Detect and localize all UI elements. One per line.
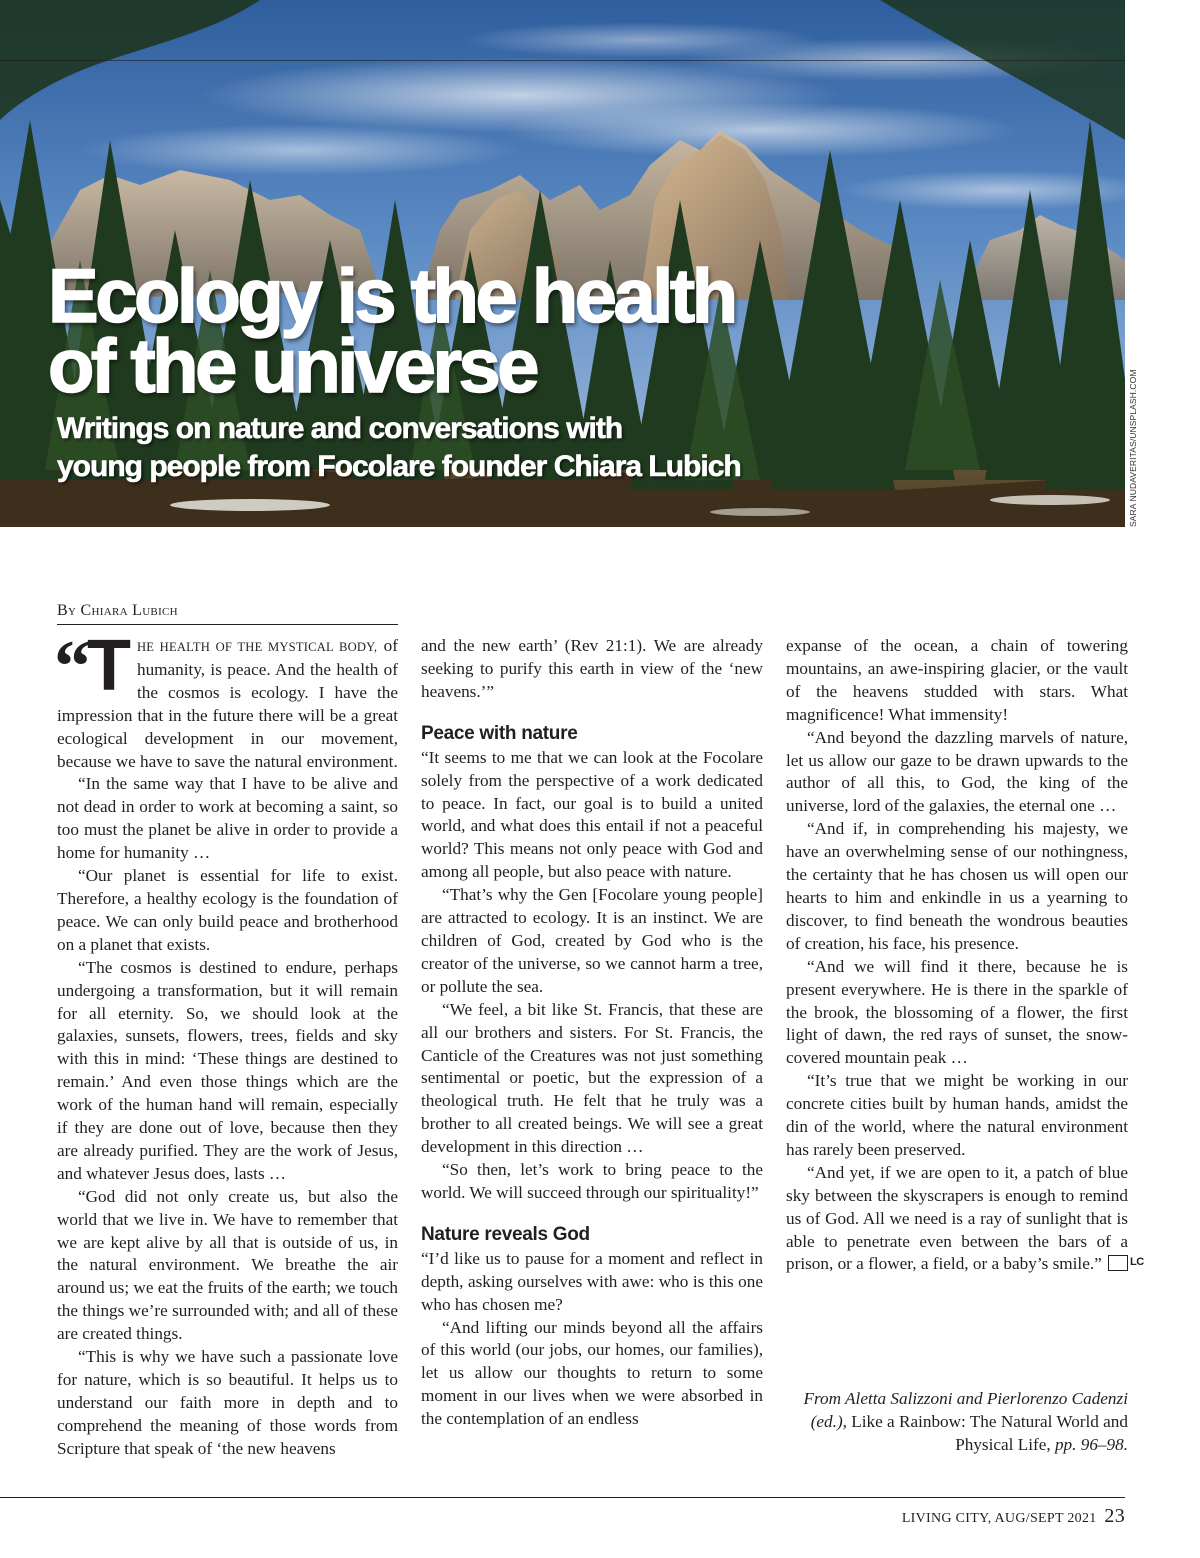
paragraph: “So then, let’s work to bring peace to the world. We will succeed through our spirituality!” (421, 1160, 763, 1202)
final-paragraph-text: “And yet, if we are open to it, a patch of blue sky between the skyscrapers is enough to remind us of God. All we need is a ray of sunlight that is able to penetrate even between the bars of a prison, or a flower, a field, or a baby’s smile.” (786, 1162, 1128, 1274)
paragraph: “It seems to me that we can look at the Focolare solely from the perspective of a work dedicated to peace. In fact, our goal is to build a united world, and what does this entail if not a peaceful world? This means not only peace with God and among all people, but also peace with nature. (421, 747, 763, 882)
source-pages: pp. 96–98. (1050, 1434, 1128, 1454)
footer-rule (0, 1497, 1125, 1498)
paragraph: “The cosmos is destined to endure, perhaps undergoing a transformation, but it will remain for all eternity. So, we should look at the galaxies, sunsets, flowers, trees, fields and sky with this in mind: ‘These things are destined to remain.’ And even those things which are the work of the human hand will remain, especially if they are done out of love, because then they are already purified. They are the work of Jesus, and whatever Jesus does, lasts … (57, 957, 398, 1183)
paragraph: “And if, in comprehending his majesty, we have an overwhelming sense of our nothingness, the certainty that he has chosen us will open our hearts to him and enkindle in us a yearning to discover, to find beneath the wondrous beauties of creation, his face, his presence. (786, 819, 1128, 953)
paragraph: “We feel, a bit like St. Francis, that these are all our brothers and sisters. For St. Francis, the Canticle of the Creatures was not just something sentimental or poetic, but the expression of a theological truth. He felt that he truly was a brother to all created beings. We will see a great development in this direction … (421, 999, 763, 1157)
paragraph-continuation: and the new earth’ (Rev 21:1). We are already seeking to purify this earth in view of the ‘new heavens.’” (421, 636, 763, 701)
byline: By Chiara Lubich (57, 602, 398, 625)
source-prefix: From Aletta Salizzoni and Pierlorenzo Cadenzi (ed.), (803, 1389, 1128, 1431)
drop-quote-mark: “ (54, 626, 91, 708)
page-footer (902, 1505, 1125, 1528)
article-title (48, 254, 735, 409)
column-2 (421, 635, 763, 1431)
subtitle-line-1: Writings on nature and conversations with (57, 412, 623, 445)
section-heading-nature: Nature reveals God (421, 1223, 590, 1245)
lead-paragraph (54, 626, 398, 773)
article-subtitle (57, 410, 741, 486)
source-citation (786, 1388, 1128, 1457)
drop-cap: T (87, 626, 131, 706)
source-book-title: Like a Rainbow: The Natural World and Physical Life, (846, 1411, 1128, 1454)
title-line-1: Ecology is the health (48, 254, 735, 339)
paragraph: “And we will find it there, because he is present everywhere. He is there in the sparkle of the brook, the blossoming of a flower, the first light of dawn, the red rays of sunset, the snow-covered mountain peak … (786, 956, 1128, 1068)
final-paragraph (786, 1162, 1144, 1277)
page-number: 23 (1104, 1505, 1125, 1527)
paragraph: “Our planet is essential for life to exist. Therefore, a healthy ecology is the foundation of peace. We can only build peace and brotherhood on a planet that exists. (57, 866, 398, 954)
column-3 (786, 635, 1144, 1276)
paragraph: “This is why we have such a passionate love for nature, which is so beautiful. It helps us to understand our faith more in depth and to comprehend the meaning of those words from Scripture that speak of ‘the new heavens (57, 1347, 398, 1458)
paragraph: “It’s true that we might be working in our concrete cities built by human hands, amidst the din of the world, where the natural environment has rarely been preserved. (786, 1071, 1128, 1159)
hero-image (0, 0, 1125, 527)
hero-top-rule (0, 60, 1125, 61)
column-1 (54, 626, 398, 1461)
drop-cap-block (54, 626, 131, 708)
photo-credit: SARA NUDAVERITAS/UNSPLASH.COM (1128, 369, 1138, 527)
title-line-2: of the universe (48, 324, 537, 409)
paragraph: “God did not only create us, but also the world that we live in. We have to remember that we are kept alive by all that is outside of us, in the natural environment. We breathe the air around us; we eat the fruits of the earth; we touch the things we’re surrounded with; and all of these are created things. (57, 1186, 398, 1344)
paragraph: “And beyond the dazzling marvels of nature, let us allow our gaze to be drawn upwards to the author of all this, to God, the king of the universe, lord of the galaxies, the eternal one … (786, 727, 1128, 816)
paragraph: “I’d like us to pause for a moment and reflect in depth, asking ourselves with awe: who is this one who has chosen me? (421, 1248, 763, 1314)
publication-info: LIVING CITY, AUG/SEPT 2021 (901, 1511, 1097, 1526)
lead-text: of humanity, is peace. And the health of the cosmos is ecology. I have the impression that in the future there will be a great ecological development in our movement, because we have to save the natural environment. (57, 636, 398, 771)
paragraph: “That’s why the Gen [Focolare young people] are attracted to ecology. It is an instinct. We are children of God, created by God who is the creator of the universe, so we cannot harm a tree, or pollute the sea. (421, 885, 763, 996)
paragraph-continuation: expanse of the ocean, a chain of towering mountains, an awe-inspiring glacier, or the vault of the heavens studded with stars. What magnificence! What immensity! (786, 636, 1128, 724)
section-heading-peace: Peace with nature (421, 722, 578, 744)
lead-smallcaps: HE HEALTH OF THE MYSTICAL BODY, (136, 640, 378, 654)
paragraph: “And lifting our minds beyond all the affairs of this world (our jobs, our homes, our families), let us allow our thoughts to return to some moment in our lives when we were absorbed in the contemplation of an endless (421, 1317, 763, 1429)
end-mark-logo: LC (1108, 1255, 1128, 1271)
paragraph: “In the same way that I have to be alive and not dead in order to work at becoming a saint, so too must the planet be alive in order to provide a home for humanity … (57, 774, 398, 863)
subtitle-line-2: young people from Focolare founder Chiara Lubich (57, 450, 741, 483)
